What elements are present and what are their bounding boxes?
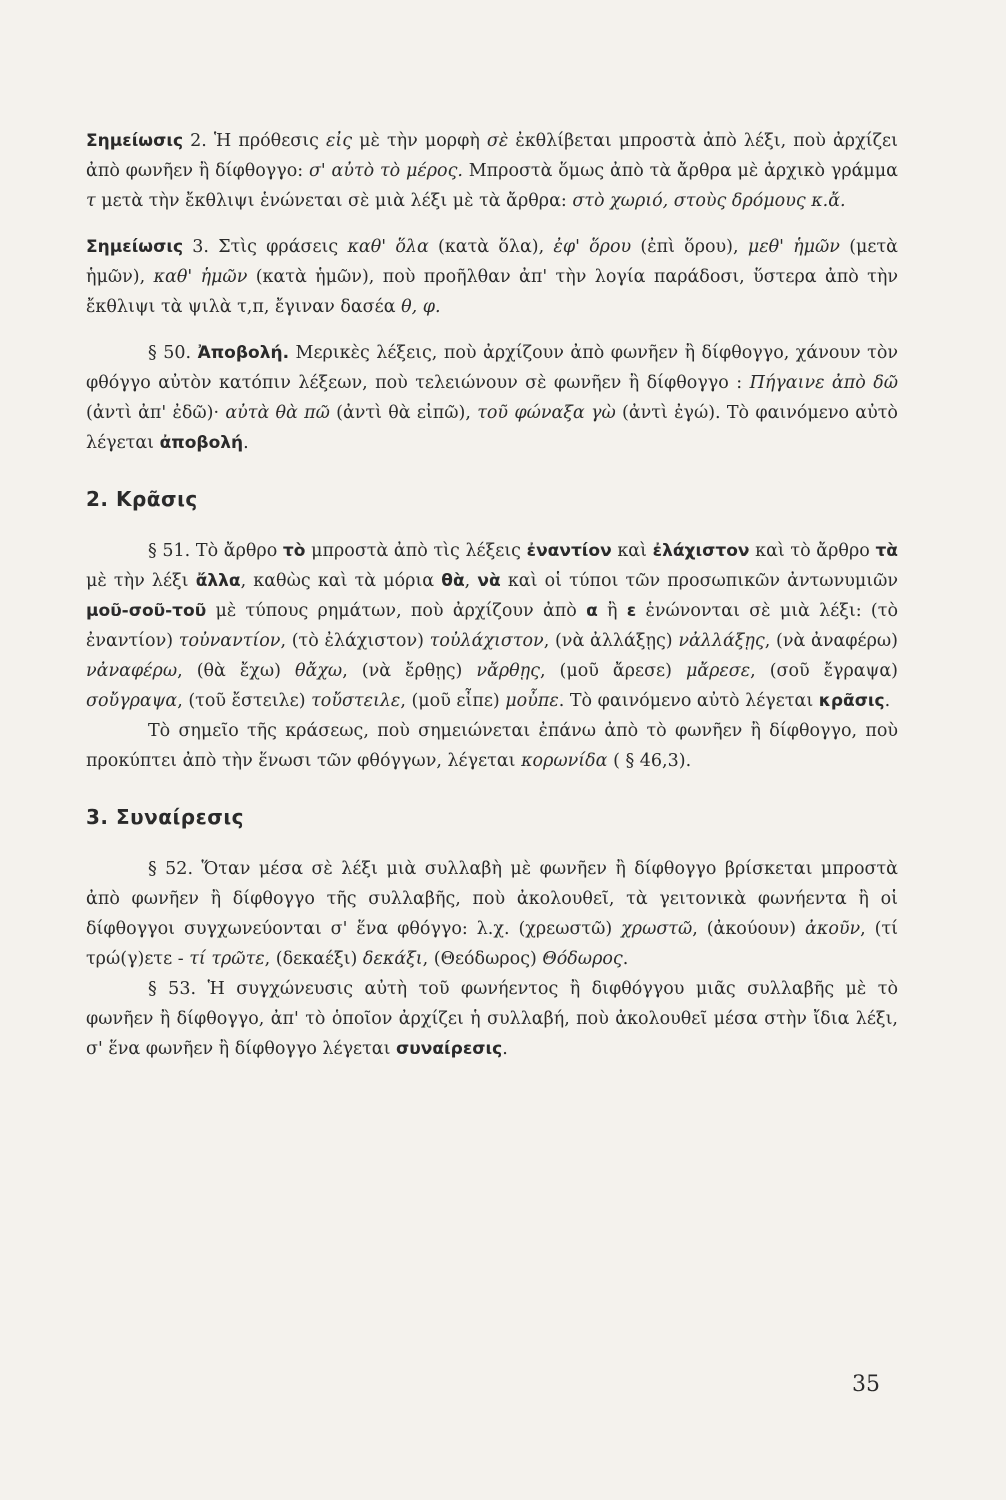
text: , (νὰ ἀναφέρω) xyxy=(764,631,898,651)
italic-text: τί τρῶτε xyxy=(189,949,265,969)
note-2 xyxy=(86,126,898,216)
paragraph-52 xyxy=(86,854,898,974)
text: , (τοῦ ἔστειλε) xyxy=(177,691,312,711)
bold-word: α xyxy=(586,601,598,621)
text: , (σοῦ ἔγραψα) xyxy=(750,661,898,681)
term: κρᾶσις xyxy=(818,691,885,711)
italic-text: θ, φ. xyxy=(401,297,441,317)
text: , (νὰ ἔρθῃς) xyxy=(342,661,477,681)
italic-text: εἰς xyxy=(325,131,353,151)
text: , καθὼς καὶ τὰ μόρια xyxy=(240,571,442,591)
bold-word: τὸ xyxy=(282,541,306,561)
italic-text: αὐτὰ θὰ πῶ xyxy=(225,403,330,423)
italic-text: σὲ xyxy=(486,131,509,151)
text: Μπροστὰ ὅμως ἀπὸ τὰ ἄρθρα μὲ ἀρχικὸ γράμμα xyxy=(462,161,898,181)
term: συναίρεσις xyxy=(396,1039,503,1059)
italic-text: τοὐλάχιστον xyxy=(429,631,544,651)
italic-text: τοῦ φώναξα γὼ xyxy=(477,403,616,423)
text: , (δεκαέξι) xyxy=(264,949,363,969)
text: , (νὰ ἀλλάξῃς) xyxy=(543,631,679,651)
text: μὲ τὴν λέξι xyxy=(86,571,196,591)
italic-text: τ xyxy=(86,191,96,211)
text: . Τὸ φαινόμενο αὐτὸ λέγεται xyxy=(558,691,819,711)
italic-text: ἐφ' ὅρου xyxy=(553,237,632,257)
section-number: § 53. xyxy=(148,979,197,999)
text: Τὸ ἄρθρο xyxy=(190,541,283,561)
text: , (μοῦ ἄρεσε) xyxy=(539,661,686,681)
text: Μερικὲς λέξεις, ποὺ ἀρχίζουν ἀπὸ φωνῆεν ἢ δίφθογγο, χάνουν τὸν φθόγγο αὐτὸν κατόπιν λέξεων, ποὺ τελειώνουν σὲ φωνῆεν ἢ δίφθογγο : xyxy=(86,343,898,393)
text: καὶ οἱ τύποι τῶν προσωπικῶν ἀντωνυμιῶν xyxy=(500,571,899,591)
section-number: § 52. xyxy=(148,859,194,879)
text: , (θὰ ἔχω) xyxy=(177,661,295,681)
text: (ἀντὶ ἐγώ). Τὸ φαινόμενο αὐτὸ λέγεται xyxy=(86,403,898,453)
bold-word: ε xyxy=(626,601,637,621)
text: (ἀντὶ ἀπ' ἐδῶ)· xyxy=(86,403,226,423)
bold-word: ἄλλα xyxy=(195,571,241,591)
section-number: § 50. xyxy=(148,343,198,363)
text: Ὅταν μέσα σὲ λέξι μιὰ συλλαβὴ μὲ φωνῆεν ἢ δίφθογγο βρίσκεται μπροστὰ ἀπὸ φωνῆεν ἢ δίφθογγο τῆς συλλαβῆς, ποὺ ἀκολουθεῖ, τὰ γειτονικὰ φωνήεντα ἢ οἱ δίφθογγοι συγχωνεύονται σ' ἕνα φθόγγο: λ.χ. (χρεωστῶ) xyxy=(86,859,898,939)
text: (ἐπὶ ὅρου), xyxy=(631,237,748,257)
italic-text: μἄρεσε xyxy=(685,661,751,681)
page-number: 35 xyxy=(852,1372,880,1397)
text: , (ἀκούουν) xyxy=(692,919,806,939)
text: καὶ τὸ ἄρθρο xyxy=(749,541,876,561)
italic-text: θἄχω xyxy=(294,661,343,681)
paragraph-50 xyxy=(86,338,898,458)
text: καὶ xyxy=(611,541,653,561)
italic-text: σ' αὐτὸ τὸ μέρος. xyxy=(308,161,463,181)
text: μετὰ τὴν ἔκθλιψι ἑνώνεται σὲ μιὰ λέξι μὲ τὰ ἄρθρα: xyxy=(95,191,573,211)
italic-text: χρωστῶ xyxy=(621,919,693,939)
italic-text: ἀκοῦν xyxy=(805,919,861,939)
text: . xyxy=(502,1039,508,1059)
italic-text: δεκάξι xyxy=(362,949,423,969)
text: , (τί τρώ(γ)ετε - xyxy=(86,919,899,969)
italic-text: Θόδωρος xyxy=(542,949,623,969)
paragraph-53 xyxy=(86,974,898,1064)
text: Τὸ σημεῖο τῆς κράσεως, ποὺ σημειώνεται ἐπάνω ἀπὸ τὸ φωνῆεν ἢ δίφθογγο, ποὺ προκύπτει ἀπὸ τὴν ἕνωσι τῶν φθόγγων, λέγεται xyxy=(86,721,898,771)
note-3 xyxy=(86,232,898,322)
text: , (τὸ ἐλάχιστον) xyxy=(280,631,430,651)
text: (ἀντὶ θὰ εἰπῶ), xyxy=(329,403,478,423)
term: ἀποβολή xyxy=(159,433,244,453)
bold-word: ἐναντίον xyxy=(526,541,612,561)
italic-text: μεθ' ἡμῶν xyxy=(747,237,840,257)
italic-text: νἀλλάξῃς xyxy=(678,631,765,651)
text: ἢ xyxy=(597,601,627,621)
paragraph-51-coronis xyxy=(86,716,898,776)
text: μὲ τύπους ρημάτων, ποὺ ἀρχίζουν ἀπὸ xyxy=(206,601,587,621)
text: (κατὰ ἡμῶν), ποὺ προῆλθαν ἀπ' τὴν λογία παράδοσι, ὕστερα ἀπὸ τὴν ἔκθλιψι τὰ ψιλὰ τ,π, ἔγιναν δασέα xyxy=(86,267,898,317)
text: , xyxy=(464,571,478,591)
italic-text: καθ' ἡμῶν xyxy=(153,267,248,287)
text: Ἡ συγχώνευσις αὐτὴ τοῦ φωνήεντος ἢ διφθόγγου μιᾶς συλλαβῆς μὲ τὸ φωνῆεν ἢ δίφθογγο, ἀπ' τὸ ὁποῖον ἀρχίζει ἡ συλλαβή, ποὺ ἀκολουθεῖ μέσα στὴν ἴδια λέξι, σ' ἕνα φωνῆεν ἢ δίφθογγο λέγεται xyxy=(86,979,898,1059)
text: ἑνώνονται σὲ μιὰ λέξι: (τὸ ἐναντίον) xyxy=(86,601,898,651)
text: , (μοῦ εἶπε) xyxy=(400,691,506,711)
text: ἐκθλίβεται μπροστὰ ἀπὸ λέξι, ποὺ ἀρχίζει ἀπὸ φωνῆεν ἢ δίφθογγο: xyxy=(86,131,898,181)
italic-text: καθ' ὅλα xyxy=(347,237,429,257)
italic-text: νἀναφέρω xyxy=(86,661,178,681)
italic-text: σοὔγραψα xyxy=(86,691,178,711)
text: 2. Ἡ πρόθεσις xyxy=(190,131,326,151)
heading-krasis: 2. Κρᾶσις xyxy=(86,487,198,511)
italic-text: μοὖπε xyxy=(505,691,559,711)
bold-word: θὰ xyxy=(441,571,465,591)
text: ( § 46,3). xyxy=(607,751,692,771)
text: μὲ τὴν μορφὴ xyxy=(352,131,487,151)
text: . xyxy=(884,691,891,711)
note-label: Σημείωσις xyxy=(86,131,184,151)
text: . xyxy=(243,433,249,453)
italic-text: τοὔστειλε xyxy=(311,691,401,711)
italic-text: κορωνίδα xyxy=(521,751,608,771)
text: (κατὰ ὅλα), xyxy=(428,237,554,257)
paragraph-51 xyxy=(86,536,898,716)
bold-word: νὰ xyxy=(477,571,501,591)
note-label: Σημείωσις xyxy=(86,237,184,257)
italic-text: Πήγαινε ἀπὸ δῶ xyxy=(749,373,899,393)
text: (μετὰ ἡμῶν), xyxy=(86,237,898,287)
text: , (Θεόδωρος) xyxy=(422,949,543,969)
section-number: § 51. xyxy=(148,541,191,561)
text: μπροστὰ ἀπὸ τὶς λέξεις xyxy=(305,541,527,561)
text: 3. Στὶς φράσεις xyxy=(192,237,348,257)
italic-text: στὸ χωριό, στοὺς δρόμους κ.ἄ. xyxy=(572,191,846,211)
text: . xyxy=(622,949,629,969)
section-title: Ἀποβολή. xyxy=(197,343,290,363)
bold-word: τὰ xyxy=(875,541,898,561)
heading-synairesis: 3. Συναίρεσις xyxy=(86,805,244,829)
italic-text: νἄρθῃς xyxy=(476,661,540,681)
bold-word: μοῦ-σοῦ-τοῦ xyxy=(86,601,207,621)
italic-text: τοὐναντίον xyxy=(178,631,281,651)
bold-word: ἐλάχιστον xyxy=(652,541,750,561)
